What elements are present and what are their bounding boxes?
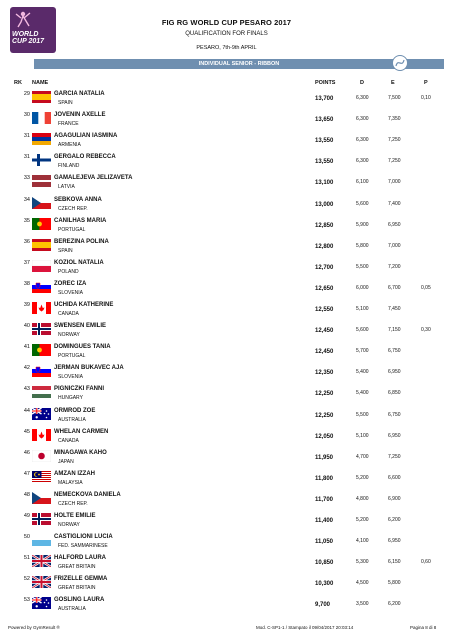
flag-japan-icon [32, 449, 51, 461]
d-score: 6,300 [356, 95, 369, 101]
rank: 46 [23, 449, 30, 456]
e-score: 6,600 [388, 474, 401, 481]
athlete-name: AGAGULIAN IASMINA [54, 133, 118, 140]
logo-text: WORLD CUP 2017 [12, 31, 45, 45]
flag-spain-icon [32, 238, 51, 250]
flag-poland-icon [32, 259, 51, 271]
table-row [0, 470, 453, 491]
e-score: 7,450 [388, 306, 401, 312]
table-row [0, 280, 453, 301]
athlete-name: SWENSEN EMILIE [54, 323, 107, 330]
athlete-name: DOMINGUES TANIA [54, 344, 111, 351]
rank: 37 [23, 259, 30, 266]
total-points: 10,300 [315, 581, 334, 588]
e-score: 6,950 [388, 538, 401, 545]
e-score: 6,900 [388, 495, 401, 502]
ribbon-apparatus-icon [392, 55, 408, 71]
total-points: 12,250 [315, 412, 334, 419]
event-subtitle: QUALIFICATION FOR FINALS [185, 31, 268, 37]
rank: 50 [23, 534, 30, 541]
athlete-nation: PORTUGAL [58, 226, 86, 233]
total-points: 11,050 [315, 539, 334, 546]
col-header-points: POINTS [315, 80, 336, 86]
d-score: 6,300 [356, 158, 369, 165]
flag-sanmarino-icon [32, 533, 51, 545]
d-score: 5,400 [356, 390, 369, 397]
total-points: 11,800 [315, 475, 334, 482]
total-points: 12,250 [315, 391, 334, 398]
rank: 51 [23, 555, 30, 562]
total-points: 13,700 [315, 96, 334, 102]
rank: 48 [23, 491, 30, 498]
athlete-nation: HUNGARY [58, 395, 83, 402]
rank: 43 [23, 386, 30, 393]
athlete-name: JERMAN BUKAVEC AJA [54, 365, 124, 372]
event-place-date: PESARO, 7th-9th APRIL [196, 45, 257, 51]
table-row [0, 259, 453, 280]
flag-hungary-icon [32, 385, 51, 397]
e-score: 7,400 [388, 200, 401, 207]
flag-canada-icon [32, 428, 51, 440]
d-score: 5,200 [356, 474, 369, 481]
total-points: 12,650 [315, 285, 334, 292]
table-row [0, 174, 453, 195]
total-points: 13,550 [315, 159, 334, 166]
athlete-name: HOLTE EMILIE [54, 513, 96, 519]
table-row [0, 322, 453, 343]
col-header-name: NAME [32, 80, 49, 86]
flag-gb-icon [32, 554, 51, 566]
flag-norway-icon [32, 512, 51, 524]
e-score: 7,250 [388, 137, 401, 144]
rank: 42 [23, 365, 30, 372]
total-points: 11,700 [315, 496, 334, 503]
table-row [0, 364, 453, 385]
penalty: 0,30 [421, 327, 431, 334]
flag-czech-icon [32, 491, 51, 503]
flag-france-icon [32, 111, 51, 123]
total-points: 13,000 [315, 201, 334, 208]
e-score: 6,150 [388, 559, 401, 566]
rank: 45 [23, 428, 30, 435]
total-points: 12,550 [315, 307, 334, 313]
athlete-name: MINAGAWA KAHO [54, 449, 107, 456]
footer-powered: Powered by GymResult ® [8, 625, 60, 630]
total-points: 12,450 [315, 328, 334, 335]
flag-canada-icon [32, 301, 51, 313]
flag-spain-icon [32, 90, 51, 102]
e-score: 7,250 [388, 453, 401, 460]
e-score: 5,800 [388, 580, 401, 587]
flag-australia-icon [32, 596, 51, 608]
rank: 47 [23, 470, 30, 477]
e-score: 6,950 [388, 221, 401, 228]
athlete-name: HALFORD LAURA [54, 555, 106, 562]
d-score: 6,000 [356, 284, 369, 291]
athlete-nation: SPAIN [58, 100, 73, 106]
section-bar [34, 59, 444, 69]
penalty: 0,60 [421, 559, 431, 566]
rank: 49 [23, 513, 30, 519]
flag-australia-icon [32, 407, 51, 419]
e-score: 7,000 [388, 179, 401, 186]
d-score: 5,900 [356, 221, 369, 228]
col-header-rk: RK [14, 80, 22, 86]
athlete-nation: FED. SAMMARINESE [58, 543, 108, 550]
athlete-nation: CZECH REP. [58, 205, 88, 212]
d-score: 5,700 [356, 348, 369, 355]
athlete-nation: AUSTRALIA [58, 606, 86, 613]
athlete-nation: PORTUGAL [58, 353, 86, 360]
athlete-nation: ARMENIA [58, 142, 81, 149]
table-row [0, 554, 453, 575]
footer-print-info: Mod. C-SP1-1 / Stampato il 09/04/2017 20:03:14 [256, 625, 354, 630]
d-score: 5,100 [356, 432, 369, 439]
table-row [0, 385, 453, 406]
athlete-name: AMZAN IZZAH [54, 470, 95, 477]
total-points: 10,850 [315, 560, 334, 567]
d-score: 5,600 [356, 327, 369, 334]
rank: 35 [23, 217, 30, 224]
athlete-nation: NORWAY [58, 332, 80, 339]
table-row [0, 196, 453, 217]
d-score: 4,500 [356, 580, 369, 587]
penalty: 0,10 [421, 95, 431, 101]
table-row [0, 132, 453, 153]
total-points: 13,550 [315, 138, 334, 145]
d-score: 5,500 [356, 411, 369, 418]
table-row [0, 238, 453, 259]
col-header-p: P [424, 80, 428, 86]
total-points: 12,450 [315, 349, 334, 356]
flag-portugal-icon [32, 343, 51, 355]
table-row [0, 428, 453, 449]
table-row [0, 343, 453, 364]
rank: 40 [23, 323, 30, 330]
flag-slovenia-icon [32, 280, 51, 292]
total-points: 12,050 [315, 433, 334, 440]
flag-armenia-icon [32, 132, 51, 144]
athlete-name: SEBKOVA ANNA [54, 196, 102, 203]
total-points: 12,800 [315, 243, 334, 250]
total-points: 12,700 [315, 264, 334, 271]
d-score: 3,500 [356, 601, 369, 608]
col-header-d: D [360, 80, 364, 86]
d-score: 5,800 [356, 242, 369, 249]
table-row [0, 153, 453, 174]
e-score: 6,700 [388, 284, 401, 291]
e-score: 7,000 [388, 242, 401, 249]
athlete-nation: SPAIN [58, 247, 73, 254]
e-score: 7,500 [388, 95, 401, 101]
d-score: 6,300 [356, 137, 369, 144]
athlete-nation: CANADA [58, 311, 79, 317]
total-points: 13,100 [315, 180, 334, 187]
total-points: 12,850 [315, 222, 334, 229]
flag-czech-icon [32, 196, 51, 208]
flag-portugal-icon [32, 217, 51, 229]
athlete-name: UCHIDA KATHERINE [54, 302, 114, 308]
athlete-nation: SLOVENIA [58, 289, 84, 296]
rank: 29 [23, 91, 30, 97]
table-row [0, 512, 453, 533]
d-score: 5,100 [356, 306, 369, 312]
rank: 30 [23, 112, 30, 119]
total-points: 11,950 [315, 454, 334, 461]
athlete-nation: FINLAND [58, 163, 80, 170]
athlete-name: ZOREC IZA [54, 280, 87, 287]
athlete-name: GOSLING LAURA [54, 597, 105, 604]
e-score: 7,350 [388, 116, 401, 123]
athlete-name: KOZIOL NATALIA [54, 259, 104, 266]
table-row [0, 407, 453, 428]
athlete-name: FRIZELLE GEMMA [54, 576, 108, 583]
d-score: 4,800 [356, 495, 369, 502]
rank: 39 [23, 302, 30, 308]
col-header-e: E [391, 80, 395, 86]
total-points: 11,400 [315, 518, 334, 524]
e-score: 6,950 [388, 432, 401, 439]
athlete-nation: NORWAY [58, 522, 80, 528]
athlete-nation: AUSTRALIA [58, 416, 86, 423]
rank: 38 [23, 280, 30, 287]
event-title: FIG RG WORLD CUP PESARO 2017 [161, 18, 292, 27]
e-score: 6,750 [388, 411, 401, 418]
d-score: 4,100 [356, 538, 369, 545]
athlete-nation: MALAYSIA [58, 479, 83, 486]
athlete-name: GARCIA NATALIA [54, 91, 105, 97]
total-points: 12,350 [315, 370, 334, 377]
rank: 52 [23, 576, 30, 583]
rank: 41 [23, 344, 30, 351]
e-score: 6,750 [388, 348, 401, 355]
table-row [0, 491, 453, 512]
d-score: 4,700 [356, 453, 369, 460]
d-score: 5,400 [356, 369, 369, 376]
table-row [0, 90, 453, 111]
rank: 34 [23, 196, 30, 203]
e-score: 7,250 [388, 158, 401, 165]
rank: 44 [23, 407, 30, 414]
athlete-name: ORMROD ZOE [54, 407, 96, 414]
flag-latvia-icon [32, 174, 51, 186]
d-score: 6,100 [356, 179, 369, 186]
athlete-nation: GREAT BRITAIN [58, 564, 96, 571]
rank: 31 [23, 133, 30, 140]
d-score: 5,200 [356, 517, 369, 523]
rank: 36 [23, 238, 30, 245]
athlete-name: GAMALEJEVA JELIZAVETA [54, 175, 133, 182]
d-score: 6,300 [356, 116, 369, 123]
rank: 53 [23, 597, 30, 604]
rank: 31 [23, 154, 30, 161]
athlete-name: PIGNICZKI FANNI [54, 386, 105, 393]
athlete-name: CANILHAS MARIA [54, 217, 107, 224]
table-row [0, 301, 453, 322]
penalty: 0,05 [421, 284, 431, 291]
athlete-name: NEMECKOVA DANIELA [54, 491, 121, 498]
athlete-nation: POLAND [58, 268, 79, 275]
total-points: 13,650 [315, 117, 334, 124]
d-score: 5,600 [356, 200, 369, 207]
athlete-nation: SLOVENIA [58, 374, 84, 381]
e-score: 6,200 [388, 601, 401, 608]
e-score: 6,950 [388, 369, 401, 376]
flag-norway-icon [32, 322, 51, 334]
athlete-nation: FRANCE [58, 121, 79, 128]
rank: 33 [23, 175, 30, 182]
athlete-nation: CANADA [58, 437, 79, 444]
athlete-nation: JAPAN [58, 458, 74, 465]
flag-malaysia-icon [32, 470, 51, 482]
flag-gb-icon [32, 575, 51, 587]
athlete-name: JOVENIN AXELLE [54, 112, 106, 119]
table-row [0, 596, 453, 617]
table-row [0, 449, 453, 470]
athlete-name: BEREZINA POLINA [54, 238, 109, 245]
e-score: 6,850 [388, 390, 401, 397]
e-score: 6,200 [388, 517, 401, 523]
athlete-name: CASTIGLIONI LUCIA [54, 534, 113, 541]
athlete-nation: LATVIA [58, 184, 75, 191]
flag-slovenia-icon [32, 364, 51, 376]
athlete-name: WHELAN CARMEN [54, 428, 109, 435]
footer-page-number: Pagina 8 di 8 [410, 625, 437, 630]
athlete-name: GERGALO REBECCA [54, 154, 116, 161]
flag-finland-icon [32, 153, 51, 165]
table-row [0, 533, 453, 554]
table-row [0, 575, 453, 596]
e-score: 7,150 [388, 327, 401, 334]
d-score: 5,500 [356, 263, 369, 270]
section-label: INDIVIDUAL SENIOR - RIBBON [198, 61, 280, 67]
e-score: 7,200 [388, 263, 401, 270]
d-score: 5,300 [356, 559, 369, 566]
total-points: 9,700 [315, 602, 331, 609]
athlete-nation: GREAT BRITAIN [58, 585, 96, 592]
table-row [0, 111, 453, 132]
table-row [0, 217, 453, 238]
athlete-nation: CZECH REP. [58, 500, 88, 507]
